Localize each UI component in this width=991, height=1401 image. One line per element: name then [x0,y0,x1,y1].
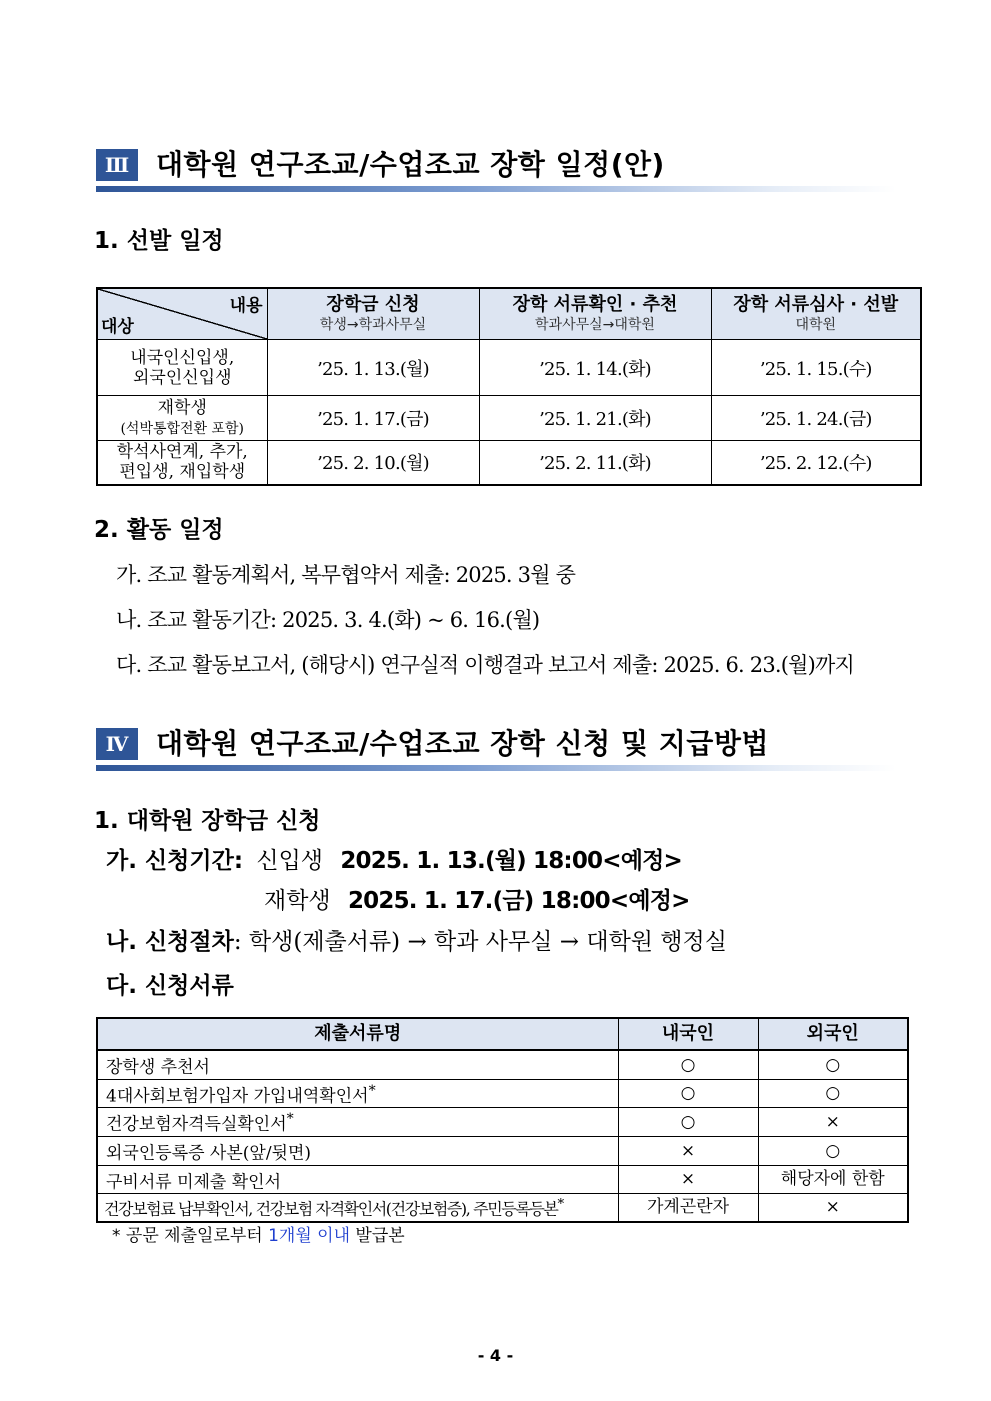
section-3-header [96,145,896,185]
table-corner-cell [97,288,267,340]
column-title: 장학 서류확인 · 추천 [512,294,678,315]
period-new-date: 2025. 1. 13.(월) 18:00<예정> [340,848,683,874]
activity-item: 가. 조교 활동계획서, 복무협약서 제출: 2025. 3월 중 [116,563,576,587]
foreign-mark: × [758,1108,908,1137]
column-subtitle: 학생→학과사무실 [319,317,427,333]
section-4-underline [96,765,896,771]
domestic-mark: ○ [618,1050,758,1079]
section-3-number: Ⅲ [96,149,138,181]
row-label [97,340,267,396]
application-period [106,845,682,877]
page-number: - 4 - [477,1346,514,1365]
row-label-line: 재학생 [157,397,207,418]
document-name [97,1108,618,1137]
documents-header-row [97,1018,908,1050]
date-cell: ’25. 2. 10.(월) [267,441,479,485]
corner-target-label: 대상 [101,317,134,337]
date-cell: ’25. 2. 11.(화) [479,441,711,485]
scholarship-application-heading: 1. 대학원 장학금 신청 [94,808,321,834]
document-name [97,1136,618,1165]
documents-table [96,1017,909,1223]
table-row [97,1108,908,1137]
foreign-mark: ○ [758,1050,908,1079]
table-row [97,1194,908,1222]
table-row [97,396,921,441]
row-label [97,396,267,441]
foreign-mark: ○ [758,1136,908,1165]
application-procedure [106,926,727,958]
documents-name-header: 제출서류명 [97,1018,618,1050]
procedure-label: 나. 신청절차 [106,929,234,955]
footnote-prefix: * 공문 제출일로부터 [112,1226,269,1246]
activity-schedule-heading: 2. 활동 일정 [94,517,224,543]
section-4-number: Ⅳ [96,728,138,760]
corner-content-label: 내용 [229,296,263,316]
table-row [97,441,921,485]
date-cell: ’25. 1. 13.(월) [267,340,479,396]
domestic-mark: × [618,1165,758,1194]
date-cell: ’25. 1. 21.(화) [479,396,711,441]
table-row [97,1079,908,1108]
activity-item: 나. 조교 활동기간: 2025. 3. 4.(화) ~ 6. 16.(월) [116,608,540,632]
application-period-current [264,885,690,917]
period-label: 가. 신청기간: [106,848,244,874]
activity-item: 다. 조교 활동보고서, (해당시) 연구실적 이행결과 보고서 제출: 2025. 6. 23.(월)까지 [116,653,855,677]
document-name-text: 외국인등록증 사본(앞/뒷면) [106,1143,312,1164]
table-row [97,1136,908,1165]
column-header-review [479,288,711,340]
period-new-prefix: 신입생 [256,848,324,874]
row-label-line: 학석사연계, 추가, [116,442,248,463]
selection-schedule-heading: 1. 선발 일정 [94,228,224,254]
section-3-title: 대학원 연구조교/수업조교 장학 일정(안) [156,148,665,181]
asterisk-mark: * [557,1197,563,1213]
asterisk-mark: * [286,1111,294,1128]
documents-foreign-header: 외국인 [758,1018,908,1050]
document-name [97,1194,618,1222]
documents-domestic-header: 내국인 [618,1018,758,1050]
date-cell: ’25. 1. 24.(금) [711,396,921,441]
document-name [97,1050,618,1079]
column-header-selection [711,288,921,340]
column-title: 장학 서류심사 · 선발 [733,294,899,315]
section-4-header [96,724,896,764]
column-subtitle: 학과사무실→대학원 [535,317,655,333]
row-label-line: 외국인신입생 [132,367,232,388]
column-title: 장학금 신청 [326,294,420,315]
period-current-prefix: 재학생 [264,888,331,914]
domestic-mark: × [618,1136,758,1165]
row-label [97,441,267,485]
section-3-underline [96,186,896,192]
row-label-line: 내국인신입생, [130,347,235,368]
selection-schedule-table [96,287,922,486]
table-row [97,340,921,396]
document-name-text: 장학생 추천서 [106,1057,210,1078]
footnote [112,1221,405,1246]
asterisk-mark: * [368,1082,376,1099]
domestic-mark: ○ [618,1079,758,1108]
document-name-text: 4대사회보험가입자 가입내역확인서 [106,1086,369,1107]
row-label-line: 편입생, 재입학생 [119,462,246,483]
date-cell: ’25. 1. 17.(금) [267,396,479,441]
period-current-date: 2025. 1. 17.(금) 18:00<예정> [347,888,690,914]
document-name-text: 구비서류 미제출 확인서 [106,1172,282,1193]
footnote-suffix: 발급본 [350,1226,405,1246]
document-name-text: 건강보험료 납부확인서, 건강보험 자격확인서(건강보험증), 주민등록등본 [104,1199,558,1219]
row-label-line: (석박통합전환 포함) [120,420,245,437]
column-subtitle: 대학원 [795,317,837,333]
footnote-highlight: 1개월 이내 [268,1226,351,1246]
table-row [97,1050,908,1079]
date-cell: ’25. 2. 12.(수) [711,441,921,485]
domestic-mark: ○ [618,1108,758,1137]
table-row [97,1165,908,1194]
document-name [97,1165,618,1194]
document-name [97,1079,618,1108]
section-4-title: 대학원 연구조교/수업조교 장학 신청 및 지급방법 [156,727,769,760]
procedure-text: : 학생(제출서류) → 학과 사무실 → 대학원 행정실 [233,929,727,955]
document-name-text: 건강보험자격득실확인서 [106,1114,287,1135]
column-header-apply [267,288,479,340]
foreign-mark: × [758,1194,908,1222]
domestic-mark: 가계곤란자 [618,1194,758,1222]
foreign-mark: ○ [758,1079,908,1108]
foreign-mark: 해당자에 한함 [758,1165,908,1194]
application-documents-label: 다. 신청서류 [106,973,234,999]
date-cell: ’25. 1. 15.(수) [711,340,921,396]
table-header-row [97,288,921,340]
date-cell: ’25. 1. 14.(화) [479,340,711,396]
